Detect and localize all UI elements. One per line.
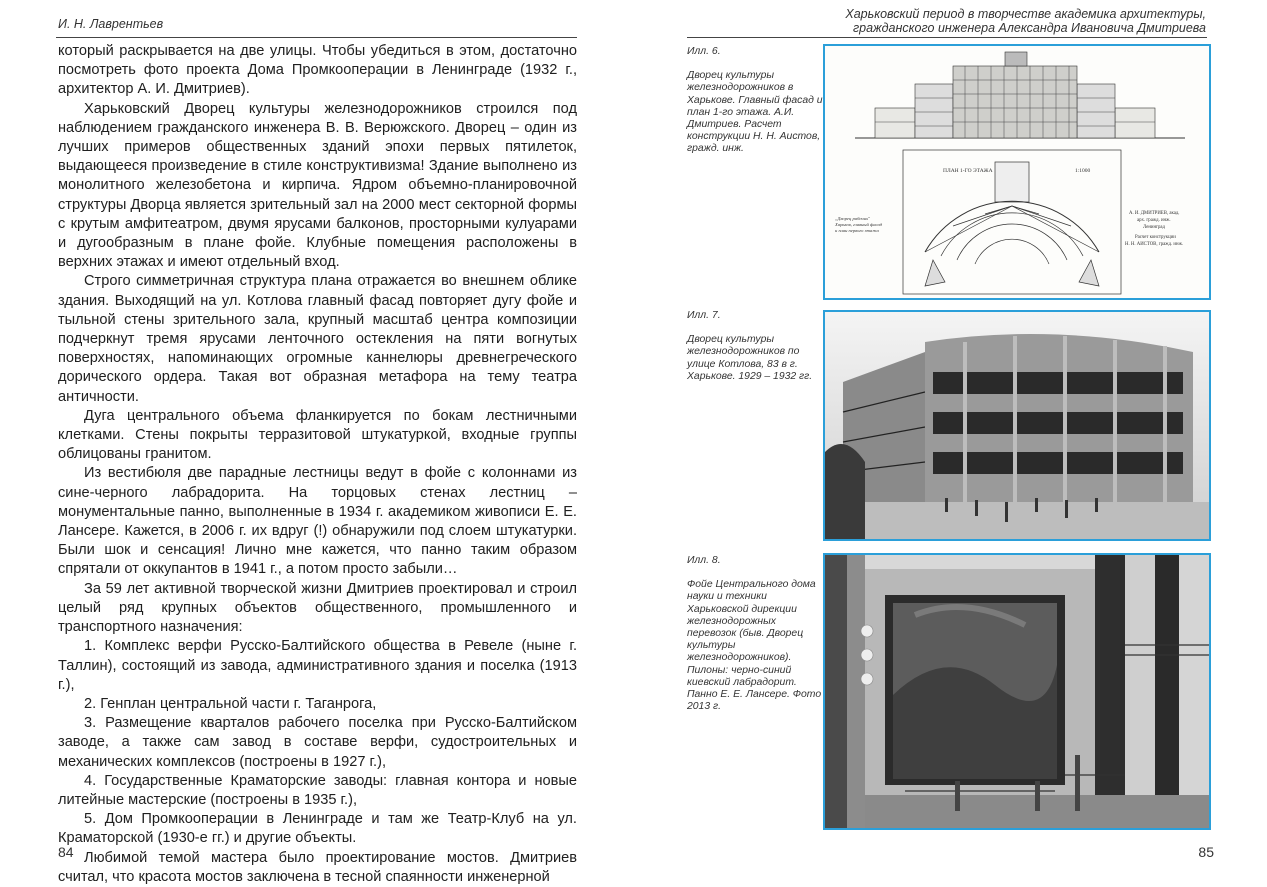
author-line-3: Ленинград — [1143, 225, 1165, 230]
body-paragraph: 3. Размещение кварталов рабочего поселка при Русско-Балтийском заводе, а также сам завод в составе верфи, судостроительных и механических комплексов (построены в 1927 г.), — [58, 715, 577, 770]
building-photo — [825, 312, 1209, 539]
facade-plan-illustration — [825, 46, 1209, 298]
figure-8-caption — [687, 555, 823, 713]
figure-8-number: Илл. 8. — [687, 555, 721, 566]
right-page — [633, 0, 1267, 881]
page-number-right: 85 — [1198, 844, 1214, 860]
header-rule — [56, 37, 577, 38]
author-line-1: А. И. ДМИТРИЕВ, акад. — [1129, 211, 1180, 216]
body-paragraph: который раскрывается на две улицы. Чтобы убедиться в этом, достаточно посмотреть фото проекта Дома Промкооперации в Ленинграде (1932 г., архитектор А. И. Дмитриев). — [58, 43, 577, 98]
running-head-author: И. Н. Лаврентьев — [58, 17, 164, 31]
figure-6-text: Дворец культуры железнодорожников в Харькове. Главный фасад и план 1-го этажа. А.И. Дмитриев. Расчет конструкции Н. Н. Аистов, гражд. инж. — [687, 70, 823, 155]
figure-7-text: Дворец культуры железнодорожников по улице Котлова, 83 в г. Харькове. 1929 – 1932 гг. — [687, 334, 813, 382]
body-paragraph: 4. Государственные Краматорские заводы: главная контора и новые литейные мастерские (построены в 1935 г.), — [58, 772, 577, 808]
author-line-2: арх. гражд. инж. — [1137, 218, 1171, 223]
body-paragraph: За 59 лет активной творческой жизни Дмитриев проектировал и строил целый ряд крупных объектов общественного, промышленного и транспортного назначения: — [58, 580, 577, 636]
plan-scale: 1:1000 — [1075, 168, 1091, 174]
running-head-line-2: гражданского инженера Александра Ивановича Дмитриева — [852, 21, 1206, 35]
figure-8-photo — [823, 553, 1211, 830]
header-rule — [687, 37, 1207, 38]
left-note-2: Харьков, главный фасад — [835, 222, 883, 227]
running-head-line-1: Харьковский период в творчестве академика архитектуры, — [845, 7, 1206, 21]
plan-title: ПЛАН 1-ГО ЭТАЖА — [943, 168, 993, 174]
figure-6-drawing — [823, 44, 1211, 300]
foyer-photo — [825, 555, 1209, 828]
left-note-1: „Дворец рабочих" — [835, 216, 870, 221]
body-paragraph: 2. Генплан центральной части г. Таганрога, — [84, 695, 377, 712]
left-note-3: и план первого этажа — [835, 228, 879, 233]
body-paragraph: 1. Комплекс верфи Русско-Балтийского общества в Ревеле (ныне г. Таллин), состоящий из завода, административного здания и поселка (1913 г.), — [58, 638, 577, 693]
figure-8-text: Фойе Центрального дома науки и техники Харьковской дирекции железнодорожных перевозок (быв. Дворец культуры железнодорожников). Пилоны: черно-синий киевский лабрадорит. Панно Е. Е. Лансере. Фото 2013 г. — [687, 579, 822, 713]
author-line-4: Расчет конструкции — [1135, 235, 1176, 240]
running-head-title — [845, 7, 1206, 35]
body-paragraph: Дуга центрального объема фланкируется по бокам лестничными клетками. Стены покрыты терразитовой штукатуркой, входные группы облицованы гранитом. — [58, 407, 577, 463]
figure-7-caption — [687, 310, 823, 383]
body-paragraph: Строго симметричная структура плана отражается во внешнем облике здания. Выходящий на ул. Котлова главный фасад повторяет дугу фойе и тыльной стены зрительного зала, крупный масштаб центра композиции подчеркнут тремя ярусами ленточного остекления на пяти вогнутых поверхностях, напоминающих огромные каннелюры древнегреческого дорического ордера. Такая вот образная метафора на тему театра античности. — [58, 273, 577, 405]
page-number-left: 84 — [58, 844, 74, 860]
figure-7-photo — [823, 310, 1211, 541]
body-paragraph: Любимой темой мастера было проектирование мостов. Дмитриев считал, что красота мостов заключена в тесной спаянности инженерной — [58, 849, 577, 885]
body-paragraph: Из вестибюля две парадные лестницы ведут в фойе с колоннами из сине-черного лабрадорита. На торцовых стенах лестниц – монументальные панно, выполненные в 1934 г. академиком живописи Е. Е. Лансере. Кажется, в 2006 г. их вдруг (!) обнаружили под слоем штукатурки. Были шок и сенсация! Лично мне кажется, что панно таким образом спрятали от оккупантов в 1941 г., а потом просто забыли… — [58, 465, 577, 578]
figure-6-caption — [687, 46, 823, 156]
body-text — [58, 42, 577, 887]
body-paragraph: Харьковский Дворец культуры железнодорожников строился под наблюдением гражданского инженера В. В. Верюжского. Дворец – один из лучших примеров общественных зданий эпохи первых пятилеток, выдающееся произведение в стиле конструктивизма! Здание выполнено из монолитного железобетона и кирпича. Ядром объемно-планировочной структуры Дворца является зрительный зал на 2000 мест секторной формы с крутым амфитеатром, двумя ярусами балконов, просторными кулуарами и дугообразным в плане фойе. Клубные помещения расположены в верхних этажах и имеют отдельный вход. — [58, 100, 577, 271]
figure-7-number: Илл. 7. — [687, 310, 721, 321]
figure-6-number: Илл. 6. — [687, 46, 721, 57]
author-line-5: Н. Н. АИСТОВ, гражд. инж. — [1125, 242, 1184, 247]
left-page — [0, 0, 633, 885]
body-paragraph: 5. Дом Промкооперации в Ленинграде и там же Театр-Клуб на ул. Краматорской (1930-е гг.) и другие объекты. — [58, 811, 577, 847]
